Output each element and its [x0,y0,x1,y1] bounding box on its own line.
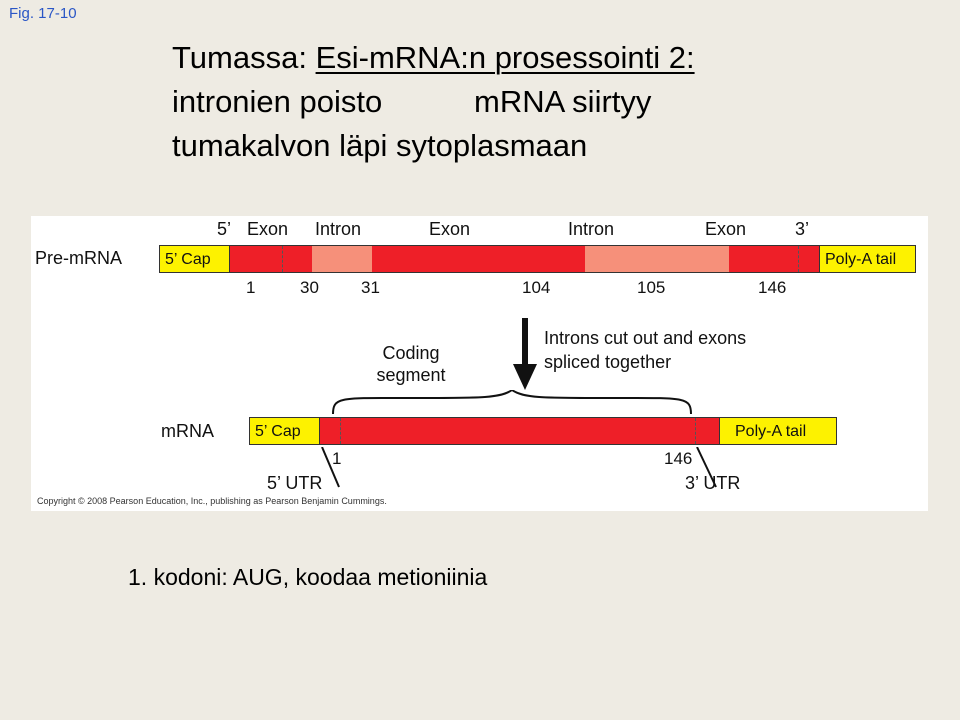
utr3-label: 3’ UTR [685,473,741,493]
title-prefix: Tumassa: [172,40,316,75]
utr5-label: 5’ UTR [267,473,323,493]
pre-mrna-cap-label: 5’ Cap [165,251,211,268]
processing-note: Introns cut out and exons spliced together [544,328,747,372]
mrna-cap [249,417,320,445]
position-30: 30 [300,278,319,297]
mrna-position-1: 1 [332,449,342,468]
segment-label-intron-2: Intron [568,219,615,239]
mrna-tail [719,417,837,445]
mrna-position-146: 146 [664,449,693,468]
coding-segment-brace [331,390,693,416]
position-105: 105 [637,278,666,297]
figure-label: Fig. 17-10 [9,5,77,22]
copyright-text: Copyright © 2008 Pearson Education, Inc., publishing as Pearson Benjamin Cummings. [37,496,387,506]
pre-mrna-strand [230,245,819,273]
mrna-start-marker [340,418,341,444]
pre-mrna-5-end: 5’ [217,219,232,239]
processing-arrow-icon [513,318,537,390]
segment-label-exon-1: Exon [247,219,289,239]
mrna-tail-label: Poly-A tail [735,423,807,440]
title-underlined: Esi-mRNA:n prosessointi 2: [315,40,695,75]
position-146: 146 [758,278,787,297]
intron-2 [585,246,729,272]
segment-label-exon-3: Exon [705,219,747,239]
exon-2 [372,246,585,272]
position-104: 104 [522,278,551,297]
exon-1 [230,246,312,272]
utr5-pointer [321,447,341,489]
mrna-cap-label: 5’ Cap [255,423,301,440]
position-31: 31 [361,278,380,297]
coding-segment-label: Coding segment [376,343,446,385]
pre-mrna-cap [159,245,230,273]
diagram-panel [31,216,928,511]
pre-mrna-tail-label: Poly-A tail [825,251,897,268]
pre-mrna-3-end: 3’ [795,219,810,239]
title-line-2-left: intronien poisto [172,84,383,119]
pre-mrna-end-marker [798,246,799,272]
mrna-strand [320,417,719,445]
title-line-3: tumakalvon läpi sytoplasmaan [172,128,588,163]
exon-3 [729,246,819,272]
title-line-1 [172,42,695,73]
segment-label-exon-2: Exon [429,219,471,239]
segment-label-intron-1: Intron [315,219,362,239]
mrna-label: mRNA [161,421,214,441]
footer-note: 1. kodoni: AUG, koodaa metioniinia [128,564,488,590]
pre-mrna-label: Pre-mRNA [35,248,123,268]
intron-1 [312,246,372,272]
pre-mrna-start-marker [282,246,283,272]
pre-mrna-tail [819,245,916,273]
mrna-end-marker [695,418,696,444]
position-1: 1 [246,278,256,297]
title-line-2-right: mRNA siirtyy [474,84,652,119]
